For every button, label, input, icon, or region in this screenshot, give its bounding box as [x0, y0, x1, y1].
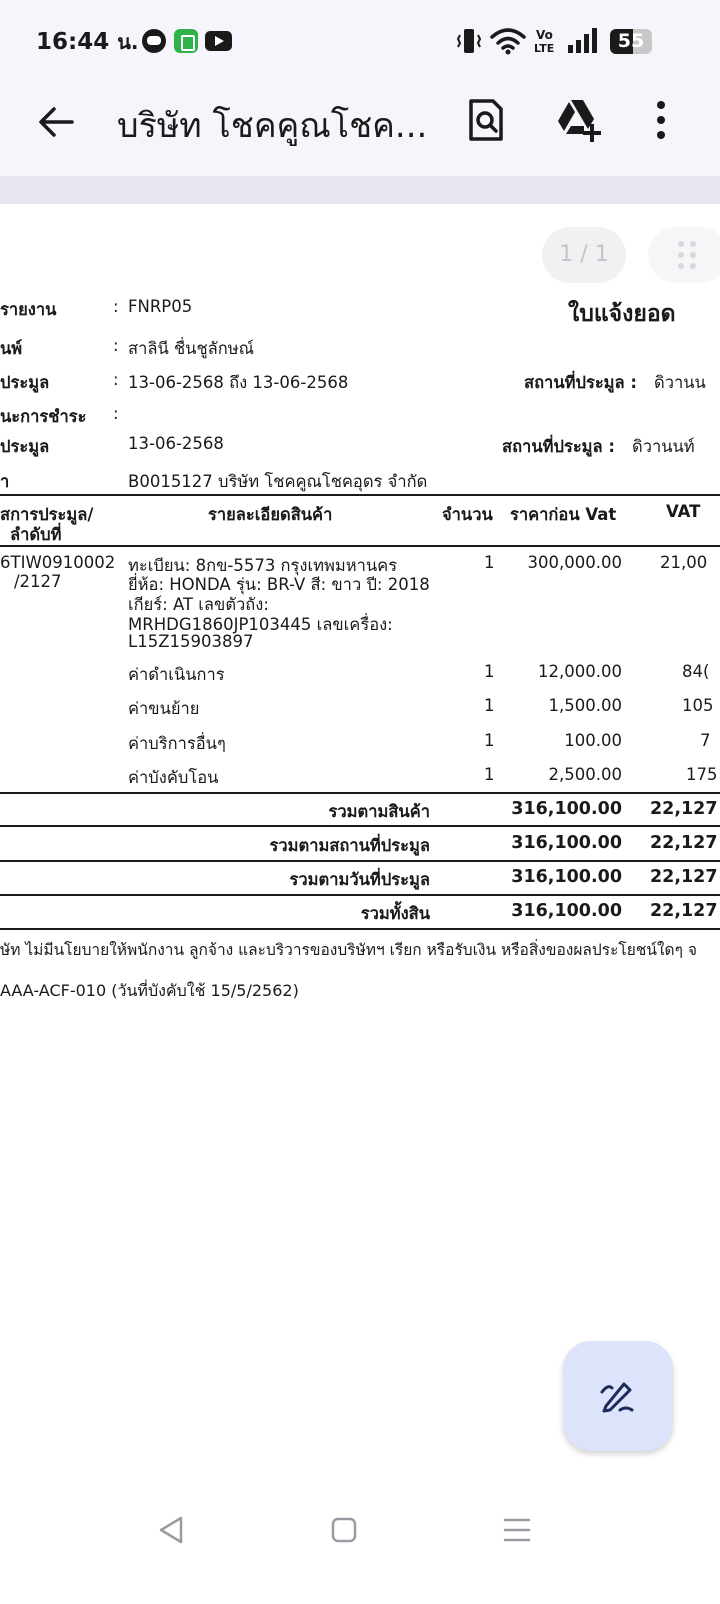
document-title: บริษัท โชคคูณโชค... — [117, 106, 428, 146]
field-label-printer: นพ์ — [0, 339, 23, 358]
app-bar — [0, 84, 720, 176]
total-divider — [0, 894, 720, 896]
header-bottom-border — [0, 545, 720, 547]
edit-pen-icon — [598, 1376, 638, 1416]
field-sep: : — [113, 370, 119, 389]
row-detail-line: ค่าบริการอื่นๆ — [128, 734, 226, 753]
row-price: 2,500.00 — [548, 765, 622, 784]
document-page[interactable] — [0, 204, 720, 1480]
grid-dots-icon — [678, 241, 684, 247]
field-label-report: รายงาน — [0, 300, 57, 319]
field-sep: : — [113, 404, 119, 423]
total-label-product: รวมตามสินค้า — [328, 802, 430, 821]
total-divider — [0, 860, 720, 862]
field-label-location: สถานที่ประมูล : — [524, 373, 638, 392]
field-label-auction-date: ประมูล — [0, 373, 50, 392]
vibrate-icon — [456, 27, 482, 55]
total-price: 316,100.00 — [511, 901, 622, 921]
header-qty: จำนวน — [442, 505, 493, 524]
back-arrow-icon[interactable] — [34, 100, 78, 144]
header-detail: รายละเอียดสินค้า — [208, 505, 333, 524]
field-label-customer: า — [0, 472, 10, 491]
form-code: AAA-ACF-010 (วันที่บังคับใช้ 15/5/2562) — [0, 981, 299, 1000]
field-value-customer: B0015127 บริษัท โชคคูณโชคอุดร จำกัด — [128, 472, 428, 491]
row-qty: 1 — [484, 765, 495, 784]
page-grid-button[interactable] — [648, 227, 720, 283]
total-label-date: รวมตามวันที่ประมูล — [289, 870, 430, 889]
header-doc-no: สการประมูล/ — [0, 505, 94, 524]
field-value-printer: สาลินี ชื่นชูลักษณ์ — [128, 339, 254, 358]
system-nav-bar — [0, 1480, 720, 1604]
row-detail-line: MRHDG1860JP103445 เลขเครื่อง: — [128, 615, 393, 634]
header-price: ราคาก่อน Vat — [510, 505, 617, 524]
row-qty: 1 — [484, 662, 495, 681]
svg-text:LTE: LTE — [534, 42, 555, 55]
drive-add-icon[interactable] — [554, 96, 602, 144]
row-price: 12,000.00 — [538, 662, 622, 681]
home-nav-icon[interactable] — [324, 1510, 364, 1550]
row-detail-line: เกียร์: AT เลขตัวถัง: — [128, 595, 269, 614]
viewer-background — [0, 176, 720, 204]
row-price: 300,000.00 — [527, 553, 622, 572]
total-vat: 22,127 — [650, 799, 718, 819]
back-nav-icon[interactable] — [152, 1510, 192, 1550]
table-top-border — [0, 494, 720, 496]
row-detail-line: ค่าขนย้าย — [128, 699, 200, 718]
total-label-location: รวมตามสถานที่ประมูล — [269, 836, 430, 855]
shopping-bag-icon — [174, 29, 198, 53]
field-label-location-2: สถานที่ประมูล : — [502, 437, 616, 456]
total-label-grand: รวมทั้งสิน — [360, 904, 430, 923]
menu-nav-icon[interactable] — [497, 1510, 537, 1550]
svg-text:Vo: Vo — [536, 28, 553, 42]
field-sep: : — [113, 336, 119, 355]
field-value-auction-date-2: 13-06-2568 — [128, 434, 224, 453]
time-suffix: น. — [117, 30, 139, 54]
row-detail-line: L15Z15903897 — [128, 632, 254, 651]
row-price: 100.00 — [564, 731, 622, 750]
row-vat: 175 — [686, 765, 718, 784]
status-time — [36, 26, 139, 58]
field-value-auction-date: 13-06-2568 ถึง 13-06-2568 — [128, 373, 349, 392]
row-detail-line: ค่าบังคับโอน — [128, 768, 219, 787]
row-seq: /2127 — [14, 572, 62, 591]
signal-icon — [566, 27, 600, 55]
total-price: 316,100.00 — [511, 833, 622, 853]
volte-icon — [534, 27, 560, 55]
row-qty: 1 — [484, 731, 495, 750]
total-price: 316,100.00 — [511, 799, 622, 819]
row-vat: 105 — [682, 696, 714, 715]
battery-icon — [610, 29, 652, 54]
top-bar — [0, 0, 720, 176]
total-divider — [0, 825, 720, 827]
total-divider — [0, 928, 720, 930]
page-indicator: 1 / 1 — [542, 227, 626, 283]
row-vat: 21,00 — [660, 553, 708, 572]
total-vat: 22,127 — [650, 833, 718, 853]
row-doc-no: 6TIW0910002 — [0, 553, 116, 572]
document-search-icon[interactable] — [462, 96, 510, 144]
total-vat: 22,127 — [650, 867, 718, 887]
edit-fab[interactable] — [563, 1341, 673, 1451]
row-qty: 1 — [484, 696, 495, 715]
row-qty: 1 — [484, 553, 495, 572]
field-value-location-2: ดิวานนท์ — [632, 437, 695, 456]
row-price: 1,500.00 — [548, 696, 622, 715]
row-detail-line: ค่าดำเนินการ — [128, 665, 225, 684]
battery-level: 55 — [617, 30, 645, 52]
header-seq: ลำดับที่ — [10, 525, 62, 544]
disclaimer-text: ษัท ไม่มีนโยบายให้พนักงาน ลูกจ้าง และบริวารของบริษัทฯ เรียก หรือรับเงิน หรือสิ่งของผลประโยชน์ใดๆ จ — [0, 941, 697, 959]
time-value: 16:44 — [36, 29, 110, 55]
report-title: ใบแจ้งยอด — [568, 301, 676, 327]
field-label-auction-date-2: ประมูล — [0, 437, 50, 456]
items-bottom-border — [0, 792, 720, 794]
youtube-icon — [205, 31, 232, 51]
more-vert-icon[interactable] — [637, 96, 685, 144]
row-detail-line: ยี่ห้อ: HONDA รุ่น: BR-V สี: ขาว ปี: 2018 — [128, 575, 430, 594]
total-vat: 22,127 — [650, 901, 718, 921]
header-vat: VAT — [666, 502, 701, 521]
line-icon — [142, 29, 166, 53]
field-label-payment: นะการชำระ — [0, 407, 87, 426]
field-sep: : — [113, 297, 119, 316]
status-bar — [0, 0, 720, 84]
total-price: 316,100.00 — [511, 867, 622, 887]
row-detail-line: ทะเบียน: 8กข-5573 กรุงเทพมหานคร — [128, 556, 398, 575]
row-vat: 7 — [700, 731, 711, 750]
row-vat: 84( — [682, 662, 710, 681]
field-value-report: FNRP05 — [128, 297, 193, 316]
wifi-icon — [490, 27, 526, 55]
field-value-location: ดิวานน — [654, 373, 706, 392]
